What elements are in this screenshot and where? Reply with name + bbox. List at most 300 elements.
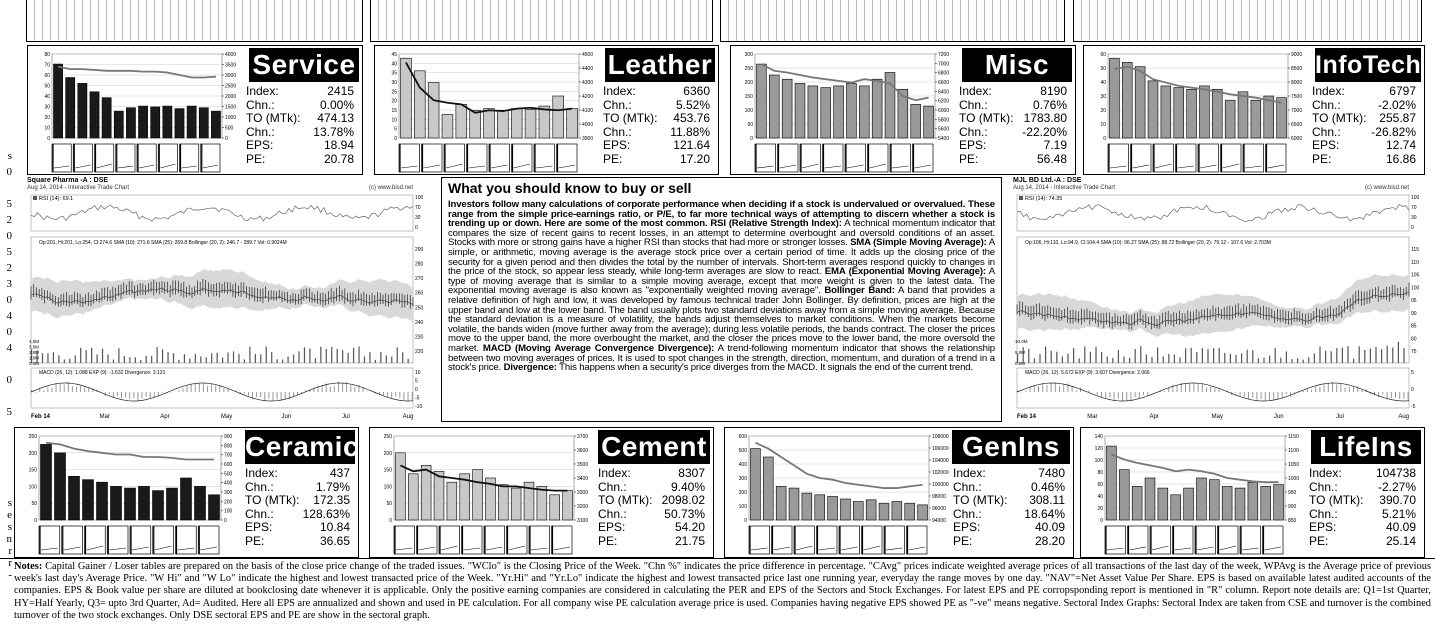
y-left-tick: 150 [744, 94, 753, 100]
volume-bar [1140, 346, 1141, 363]
turnover-bar [918, 505, 928, 520]
stat-label: Index: [603, 84, 636, 98]
stat-value-turnover-change: 128.63% [302, 506, 350, 521]
volume-tick: 3.0M [29, 344, 40, 350]
y-right-tick: 4300 [582, 80, 594, 86]
price-tick: 90 [1411, 310, 1417, 317]
volume-bar [1095, 347, 1096, 363]
volume-bar [358, 346, 359, 363]
y-right-tick: 108000 [932, 434, 949, 440]
macd-histogram-bar [277, 392, 278, 399]
stat-value-turnover-change: 11.88% [670, 124, 710, 139]
stat-label: Chn.: [1312, 124, 1341, 139]
month-label: May [1211, 414, 1224, 420]
sector-panel-leather [374, 45, 719, 175]
macd-histogram-bar [281, 392, 282, 401]
turnover-bar [125, 488, 136, 520]
volume-bar [1034, 358, 1035, 363]
left-edge-char: 0 [6, 166, 12, 178]
y-left-tick: 600 [738, 434, 747, 440]
stat-label: EPS: [598, 520, 626, 534]
turnover-bar [1209, 480, 1219, 520]
turnover-bar [892, 502, 902, 520]
macd-histogram-bar [387, 392, 388, 397]
volume-bar [1101, 352, 1102, 363]
rsi-legend-swatch [33, 196, 37, 200]
macd-tick: 10 [415, 370, 421, 376]
macd-histogram-bar [142, 392, 143, 399]
macd-histogram-bar [150, 392, 151, 399]
stat-label: TO (MTk): [245, 493, 300, 507]
volume-bar [1353, 359, 1354, 363]
stat-label: Index: [953, 466, 986, 480]
volume-bar [167, 352, 168, 363]
volume-bar [47, 353, 48, 363]
macd-tick: 5 [1411, 370, 1414, 376]
macd-histogram-bar [1269, 392, 1270, 401]
y-right-tick: 5600 [938, 126, 950, 133]
y-right-tick: 94000 [932, 518, 946, 524]
macd-histogram-bar [64, 385, 65, 392]
macd-histogram-bar [318, 385, 319, 392]
y-left-tick: 200 [28, 450, 37, 457]
stock-subtitle: Aug 14, 2014 - Interactive Trade Chart [1013, 185, 1116, 191]
stat-value-turnover-change: 18.64% [1024, 506, 1065, 521]
y-right-tick: 4100 [582, 108, 594, 114]
turnover-bar [1238, 92, 1248, 138]
volume-bar [140, 360, 141, 363]
stat-value-eps: 121.64 [673, 138, 710, 152]
macd-histogram-bar [1319, 387, 1320, 392]
stat-row-index [1312, 85, 1416, 99]
macd-histogram-bar [1025, 391, 1026, 392]
stat-row-turnover [953, 494, 1065, 508]
price-tick: 230 [415, 334, 424, 341]
volume-bar [1207, 349, 1208, 363]
macd-histogram-bar [1235, 392, 1236, 393]
volume-bar [157, 347, 158, 363]
volume-bar [1403, 348, 1404, 363]
left-edge-char: e [7, 509, 12, 521]
sector-name-infotech: InfoTech [1315, 48, 1421, 82]
stat-row-turnover-change [603, 126, 710, 140]
stat-label: Index: [1312, 84, 1345, 98]
sector-stats-misc [959, 85, 1067, 166]
price-tick: 80 [1411, 336, 1417, 343]
y-right-tick: 2500 [225, 83, 237, 90]
stat-value-index-change: 0.76% [1032, 97, 1067, 112]
macd-histogram-bar [1349, 387, 1350, 392]
volume-bar [1146, 355, 1147, 363]
y-right-tick: 500 [224, 471, 233, 478]
macd-histogram-bar [199, 383, 200, 392]
turnover-bar [1148, 81, 1158, 138]
price-tick: 115 [1411, 247, 1419, 253]
macd-histogram-bar [322, 385, 323, 392]
volume-bar [151, 356, 152, 363]
y-left-tick: 20 [1100, 108, 1106, 114]
macd-histogram-bar [1256, 392, 1257, 400]
volume-bar [1067, 353, 1068, 363]
y-right-tick: 6500 [1291, 122, 1303, 128]
macd-histogram-bar [223, 388, 224, 392]
top-chart-strip-1 [26, 0, 363, 42]
turnover-bar [782, 79, 792, 138]
stat-value-pe: 17.20 [679, 151, 710, 166]
stat-row-index [603, 85, 710, 99]
macd-histogram-bar [248, 392, 249, 396]
macd-histogram-bar [60, 384, 61, 392]
turnover-bar [175, 109, 184, 138]
sector-name-misc: Misc [962, 48, 1072, 82]
turnover-bar [847, 83, 857, 138]
y-left-tick: 150 [383, 467, 392, 474]
stat-row-turnover [1312, 112, 1416, 126]
volume-bar [1073, 348, 1074, 363]
macd-histogram-bar [1286, 392, 1287, 394]
volume-bar [266, 347, 267, 363]
y-right-tick: 6800 [938, 70, 950, 77]
month-label: Jul [342, 414, 350, 420]
y-left-tick: 500 [738, 448, 747, 454]
month-label: Mar [99, 414, 110, 420]
sector-chart-service [30, 48, 248, 178]
volume-bar [129, 357, 130, 363]
volume-bar [1213, 348, 1214, 363]
turnover-bar [1184, 488, 1194, 520]
stat-row-turnover [598, 494, 705, 508]
turnover-bar [151, 107, 160, 138]
y-right-tick: 4500 [582, 52, 594, 58]
stat-value-turnover: 453.76 [673, 111, 710, 125]
stock-chart-mjl-bd [1013, 177, 1431, 422]
y-right-tick: 600 [224, 462, 233, 468]
stat-label: Chn.: [1312, 97, 1341, 112]
stock-copyright: (c) www.bisd.net [368, 185, 413, 191]
stat-label: Chn.: [1309, 479, 1338, 494]
y-right-tick: 7200 [938, 52, 950, 58]
volume-bar [380, 352, 381, 363]
volume-bar [1375, 347, 1376, 363]
volume-bar [80, 348, 81, 363]
macd-histogram-bar [412, 392, 413, 400]
volume-bar [287, 356, 288, 363]
volume-bar [113, 359, 114, 363]
macd-tick: -10 [415, 404, 423, 410]
y-right-tick: 3500 [577, 462, 589, 468]
volume-bar [53, 352, 54, 363]
volume-bar [1319, 346, 1320, 363]
stat-label: TO (MTk): [246, 111, 301, 125]
volume-bar [222, 358, 223, 363]
stat-value-turnover: 308.11 [1029, 493, 1065, 507]
volume-bar [1179, 357, 1180, 363]
y-left-tick: 0 [34, 518, 37, 524]
stat-value-pe: 21.75 [674, 533, 705, 548]
sector-stats-leather [603, 85, 710, 166]
stat-row-pe [603, 153, 710, 167]
volume-bar [69, 359, 70, 363]
turnover-bar [126, 108, 135, 138]
turnover-bar [872, 79, 882, 138]
volume-bar [364, 356, 365, 363]
volume-bar [342, 350, 343, 363]
stat-label: Chn.: [246, 97, 275, 112]
stat-label: PE: [245, 533, 265, 548]
stat-row-turnover-change [1309, 508, 1416, 522]
rsi-tick: 30 [415, 215, 421, 221]
sector-chart-infotech [1086, 48, 1314, 178]
stat-label: TO (MTk): [603, 111, 658, 125]
volume-bar [1135, 349, 1136, 363]
y-left-tick: 40 [391, 61, 397, 68]
macd-histogram-bar [117, 392, 118, 396]
macd-histogram-bar [227, 389, 228, 392]
turnover-bar [567, 109, 578, 138]
volume-bar [211, 353, 212, 363]
y-left-tick: 200 [383, 450, 392, 457]
macd-histogram-bar [1391, 392, 1392, 398]
macd-histogram-bar [1189, 383, 1190, 392]
volume-bar [271, 352, 272, 363]
stat-row-pe [245, 535, 350, 549]
volume-bar [1151, 357, 1152, 363]
left-edge-char: n [6, 533, 12, 545]
macd-histogram-bar [1282, 392, 1283, 397]
stat-row-turnover-change [959, 126, 1067, 140]
stat-label: Chn.: [245, 506, 274, 521]
turnover-bar [1225, 100, 1235, 138]
stat-label: TO (MTk): [1309, 493, 1364, 507]
price-tick: 270 [415, 276, 424, 283]
y-left-tick: 5 [394, 126, 397, 133]
macd-histogram-bar [256, 392, 257, 397]
macd-histogram-bar [403, 392, 404, 400]
volume-bar [1084, 346, 1085, 363]
macd-histogram-bar [395, 392, 396, 396]
macd-tick: 0 [415, 387, 418, 393]
left-edge-char: 5 [6, 406, 12, 418]
stat-value-index-change: 0.46% [1030, 479, 1065, 494]
y-left-tick: 100 [28, 484, 37, 491]
volume-bar [1185, 348, 1186, 363]
left-edge-char: 0 [6, 230, 12, 242]
def-macd: A trend-following momentum indicator that shows the relationship between two moving averages of prices. It is used to spot changes in the strength, direction, momentum, and duration of a trend in a stock's price. [448, 342, 995, 374]
turnover-bar [802, 493, 812, 520]
volume-bar [309, 348, 310, 363]
stat-value-index: 6797 [1389, 84, 1416, 98]
turnover-bar [473, 470, 483, 520]
volume-bar [1112, 358, 1113, 363]
macd-histogram-bar [1214, 388, 1215, 392]
macd-histogram-bar [1198, 384, 1199, 392]
turnover-bar [511, 488, 521, 520]
macd-histogram-bar [1143, 392, 1144, 395]
stat-row-turnover [1309, 494, 1416, 508]
sector-name-service: Service [249, 48, 359, 82]
stat-label: Chn.: [959, 97, 988, 112]
macd-histogram-bar [109, 392, 110, 394]
volume-bar [402, 352, 403, 363]
volume-bar [331, 347, 332, 363]
volume-bar [1308, 357, 1309, 363]
y-left-tick: 120 [1094, 446, 1103, 452]
macd-histogram-bar [137, 392, 138, 402]
volume-bar [96, 354, 97, 363]
month-label: Aug [402, 414, 414, 420]
stat-row-pe [953, 535, 1065, 549]
y-left-tick: 30 [391, 80, 397, 86]
macd-histogram-bar [47, 387, 48, 392]
month-label: Jul [1336, 414, 1344, 420]
y-left-tick: 60 [1097, 482, 1103, 488]
volume-bar [326, 349, 327, 363]
volume-bar [195, 354, 196, 363]
stat-label: Chn.: [598, 506, 627, 521]
stat-value-index-change: 9.40% [670, 479, 705, 494]
stat-value-pe: 25.14 [1385, 533, 1416, 548]
stat-label: EPS: [959, 138, 987, 152]
stat-row-pe [598, 535, 705, 549]
def-sma: A simple, or arithmetic, moving average is the average stock price over a certain period of time. It adds up the closing price of the security for a given period and then divides the total by the number of intervals. Short-term averages respond quickly to changes in the price of the stock, so appear less steady, while long-term averages are slow to react. [448, 237, 995, 278]
macd-histogram-bar [1244, 392, 1245, 397]
macd-histogram-bar [1332, 382, 1333, 392]
macd-histogram-bar [1177, 385, 1178, 392]
stat-row-index-change [953, 481, 1065, 495]
turnover-bar [828, 496, 838, 520]
volume-bar [1286, 351, 1287, 363]
turnover-bar [776, 486, 786, 520]
volume-bar [1107, 356, 1108, 363]
stat-value-eps: 7.19 [1043, 138, 1067, 152]
y-right-tick: 900 [224, 434, 233, 440]
y-left-tick: 40 [1097, 494, 1103, 500]
macd-histogram-bar [1374, 392, 1375, 395]
macd-histogram-bar [399, 392, 400, 398]
left-edge-char: - [8, 569, 12, 581]
article-title: What you should know to buy or sell [448, 180, 692, 196]
sector-chart-cement [372, 430, 600, 560]
macd-histogram-bar [408, 392, 409, 401]
y-left-tick: 10 [1100, 122, 1106, 128]
macd-histogram-bar [72, 386, 73, 392]
rsi-panel [1017, 195, 1409, 231]
stat-row-eps [246, 139, 354, 153]
stat-row-index [245, 467, 350, 481]
stat-value-turnover-change: -22.20% [1022, 124, 1067, 139]
month-label: May [220, 414, 233, 420]
term-divergence: Divergence: [503, 362, 557, 374]
turnover-bar [815, 495, 825, 520]
stat-row-index-change [603, 99, 710, 113]
turnover-bar [1261, 486, 1271, 520]
stat-value-eps: 18.94 [323, 138, 354, 152]
volume-bar [1090, 352, 1091, 363]
volume-bar [1370, 349, 1371, 363]
volume-bar [1291, 359, 1292, 363]
stat-label: Chn.: [598, 479, 627, 494]
stat-row-turnover-change [245, 508, 350, 522]
macd-histogram-bar [1072, 386, 1073, 392]
volume-bar [353, 348, 354, 363]
stat-label: Chn.: [953, 479, 982, 494]
macd-histogram-bar [215, 386, 216, 392]
left-edge-char: s [7, 150, 12, 162]
volume-bar [1224, 353, 1225, 363]
turnover-bar [563, 491, 573, 520]
y-left-tick: 50 [386, 501, 392, 508]
stat-label: Index: [959, 84, 992, 98]
macd-histogram-bar [334, 386, 335, 392]
month-label: Apr [160, 414, 170, 420]
y-right-tick: 5400 [938, 136, 950, 142]
turnover-bar [199, 108, 208, 138]
macd-histogram-bar [1185, 383, 1186, 392]
volume-tick: 1.0M [29, 355, 40, 361]
y-left-tick: 25 [391, 89, 397, 96]
macd-histogram-bar [1046, 385, 1047, 392]
turnover-bar [456, 104, 467, 138]
y-right-tick: 3900 [582, 136, 594, 142]
turnover-bar [153, 491, 164, 520]
turnover-bar [859, 86, 869, 138]
macd-tick: 0 [1411, 387, 1414, 393]
y-right-tick: 1500 [225, 104, 237, 111]
sector-name-genins: GenIns [952, 430, 1070, 464]
stat-row-turnover [603, 112, 710, 126]
y-right-tick: 800 [224, 443, 233, 450]
macd-histogram-bar [1353, 386, 1354, 392]
macd-histogram-bar [195, 383, 196, 392]
turnover-bar [525, 109, 536, 138]
turnover-bar [470, 110, 481, 138]
turnover-bar [139, 486, 150, 520]
turnover-bar [1174, 88, 1184, 138]
stat-label: EPS: [953, 520, 981, 534]
stat-value-index-change: -2.27% [1377, 479, 1416, 494]
price-legend: Op:106, Hi:110, Lo:94.9, Cl:104.4 SMA (10): 96.27 SMA (25): 88.72 Bollinger (20, 2): 79.12 - 107.6 Vol: 2.703M [1025, 240, 1271, 246]
y-left-tick: 60 [44, 73, 50, 79]
macd-tick: -5 [415, 395, 420, 402]
volume-bar [1241, 353, 1242, 363]
y-right-tick: 300 [224, 490, 233, 496]
volume-bar [249, 347, 250, 363]
volume-bar [1118, 350, 1119, 363]
y-right-tick: 0 [225, 136, 228, 142]
top-chart-strip-2 [370, 0, 713, 42]
volume-bar [227, 352, 228, 363]
stat-value-pe: 36.65 [319, 533, 350, 548]
turnover-bar [111, 486, 122, 520]
volume-bar [304, 347, 305, 363]
turnover-bar [550, 495, 560, 520]
sector-panel-service [27, 45, 363, 175]
turnover-bar [181, 478, 192, 520]
macd-histogram-bar [1315, 386, 1316, 392]
volume-tick: 5.0M [1015, 350, 1026, 355]
volume-bar [293, 355, 294, 363]
rsi-tick: 0 [415, 225, 418, 231]
left-edge-char: 3 [6, 278, 12, 290]
turnover-bar [484, 109, 495, 138]
turnover-bar [853, 502, 863, 520]
volume-bar [189, 359, 190, 363]
y-left-tick: 80 [44, 52, 50, 58]
volume-bar [391, 357, 392, 363]
macd-histogram-bar [154, 392, 155, 397]
stat-row-pe [1309, 535, 1416, 549]
macd-histogram-bar [1303, 391, 1304, 392]
